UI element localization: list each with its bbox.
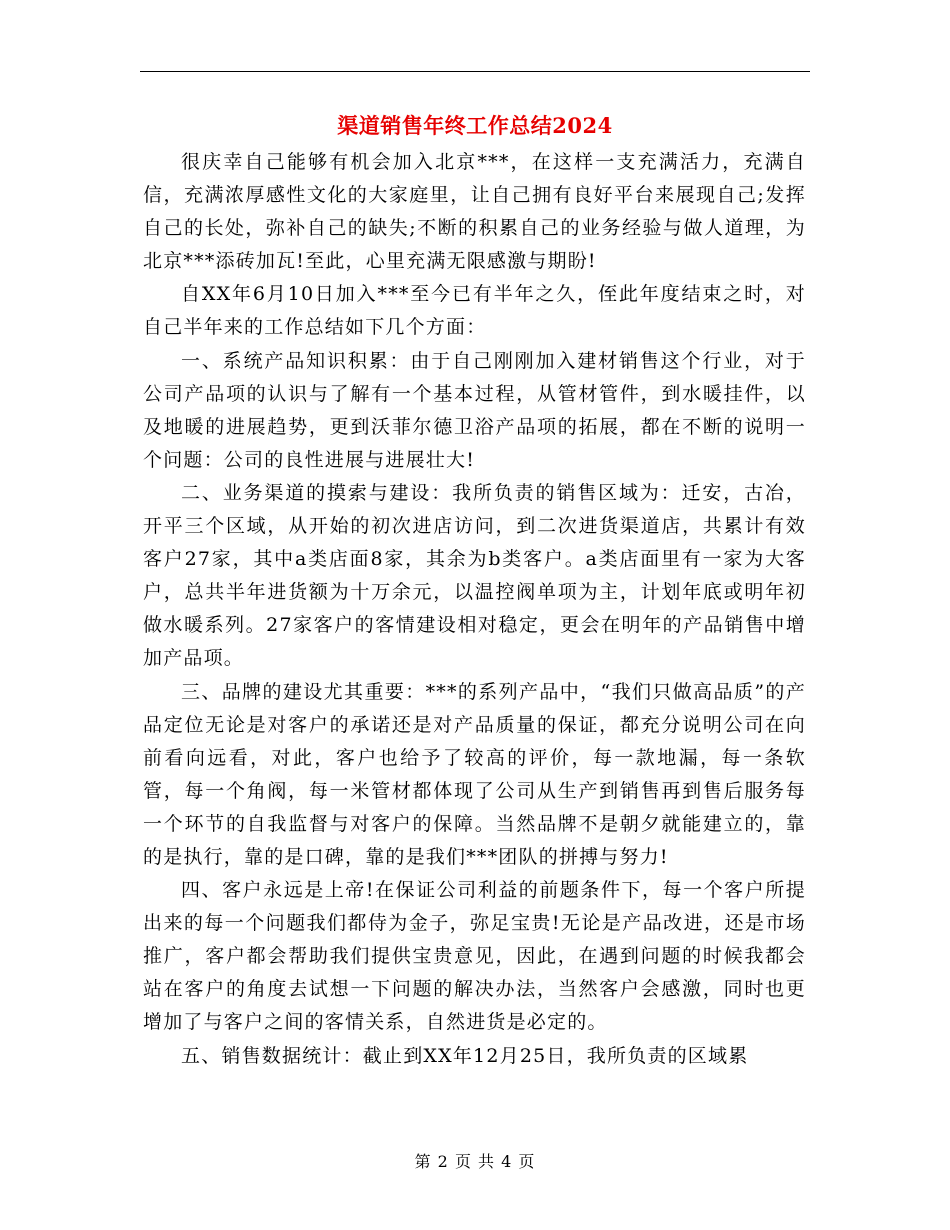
paragraph-intro: 很庆幸自己能够有机会加入北京***，在这样一支充满活力，充满自信，充满浓厚感性文化的大家庭里，让自己拥有良好平台来展现自己;发挥自己的长处，弥补自己的缺失;不断的积累自己的业务经验与做人道理，为北京***添砖加瓦!至此，心里充满无限感激与期盼! — [143, 151, 806, 273]
paragraph-sales-data: 五、销售数据统计：截止到XX年12月25日，我所负责的区域累 — [181, 1044, 749, 1067]
page-number-footer: 第 2 页 共 4 页 — [414, 1152, 536, 1171]
paragraph-product-knowledge: 一、系统产品知识积累：由于自己刚刚加入建材销售这个行业，对于公司产品项的认识与了解有一个基本过程，从管材管件，到水暖挂件，以及地暖的进展趋势，更到沃菲尔德卫浴产品项的拓展，都在不断的说明一个问题：公司的良性进展与进展壮大! — [143, 349, 806, 471]
header-rule — [140, 71, 810, 72]
paragraph-brand-building: 三、品牌的建设尤其重要：***的系列产品中，“我们只做高品质”的产品定位无论是对客户的承诺还是对产品质量的保证，都充分说明公司在向前看向远看，对此，客户也给予了较高的评价，每一款地漏，每一条软管，每一个角阀，每一米管材都体现了公司从生产到销售再到售后服务每一个环节的自我监督与对客户的保障。当然品牌不是朝夕就能建立的，靠的是执行，靠的是口碑，靠的是我们***团队的拼搏与努力! — [143, 680, 806, 868]
document-body — [143, 146, 806, 1073]
paragraph-customer-first: 四、客户永远是上帝!在保证公司利益的前题条件下，每一个客户所提出来的每一个问题我们都侍为金子，弥足宝贵!无论是产品改进，还是市场推广，客户都会帮助我们提供宝贵意见，因此，在遇到问题的时候我都会站在客户的角度去试想一下问题的解决办法，当然客户会感激，同时也更增加了与客户之间的客情关系，自然进货是必定的。 — [143, 879, 806, 1034]
document-title: 渠道销售年终工作总结2024 — [337, 113, 613, 138]
paragraph-channel-building: 二、业务渠道的摸索与建设：我所负责的销售区域为：迁安，古冶，开平三个区域，从开始的初次进店访问，到二次进货渠道店，共累计有效客户27家，其中a类店面8家，其余为b类客户。a类店面里有一家为大客户，总共半年进货额为十万余元，以温控阀单项为主，计划年底或明年初做水暖系列。27家客户的客情建设相对稳定，更会在明年的产品销售中增加产品项。 — [143, 481, 806, 670]
paragraph-summary-lead: 自XX年6月10日加入***至今已有半年之久，侄此年度结束之时，对自己半年来的工作总结如下几个方面： — [143, 283, 806, 339]
